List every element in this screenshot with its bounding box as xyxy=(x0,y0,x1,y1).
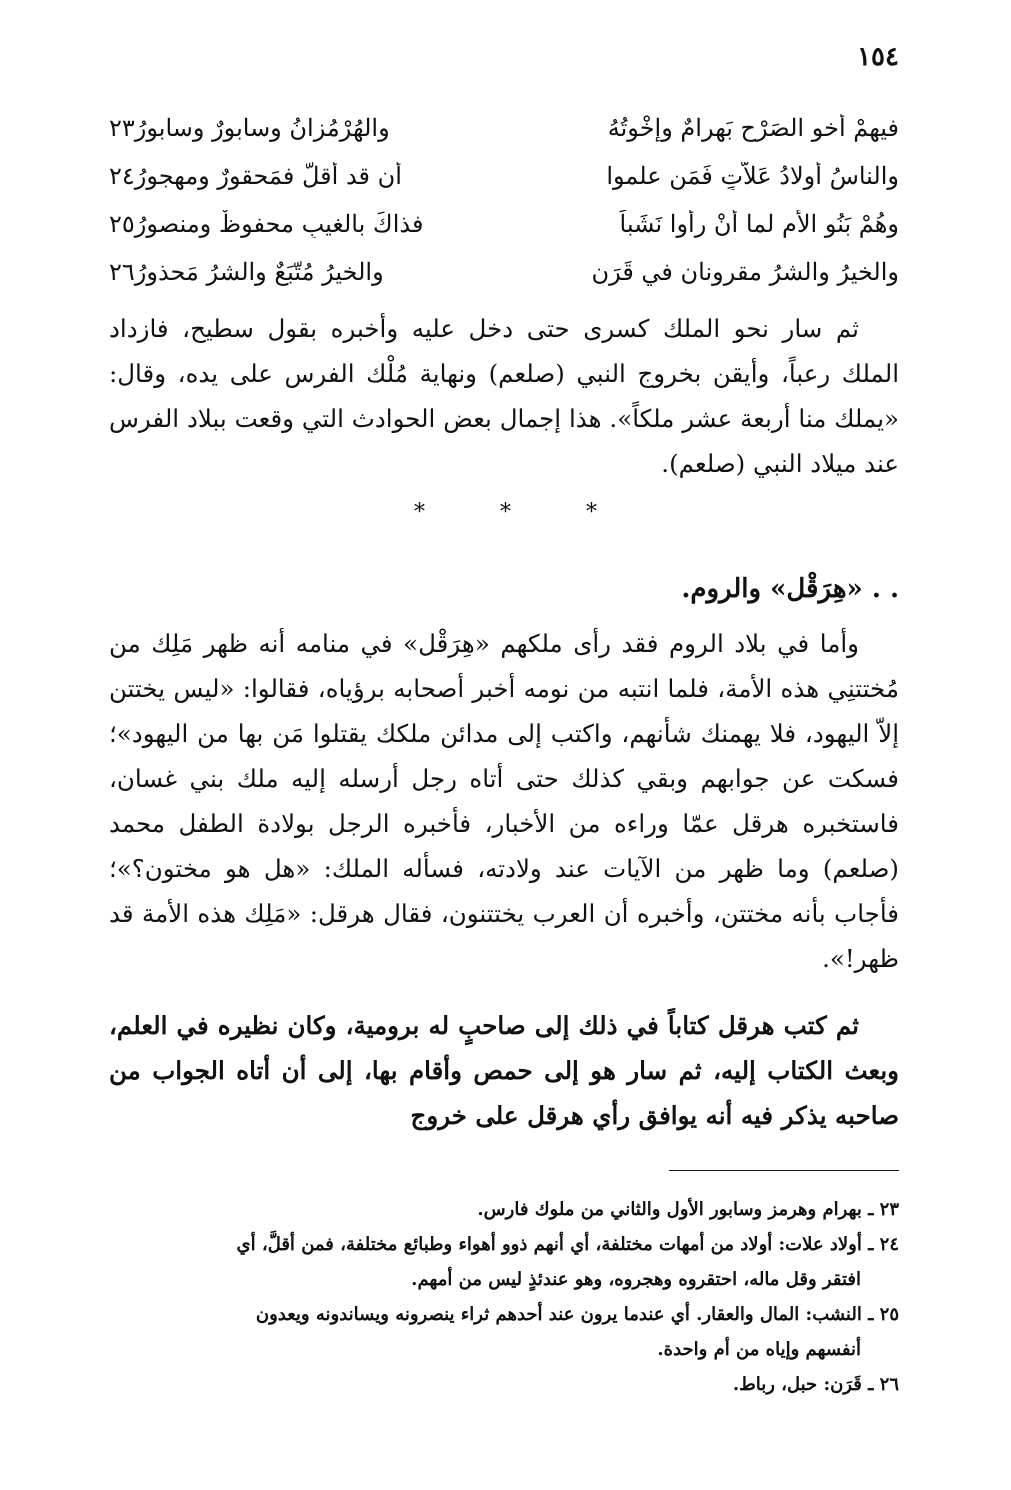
verse-second-hemistich: أن قد أقلَّ فمَحقورٌ ومهجورُ٢٤ xyxy=(109,162,402,190)
verse-second-hemistich: والخيرُ مُتّبَعٌ والشرُ مَحذورُ٢٦ xyxy=(109,258,384,286)
paragraph-block-3 xyxy=(109,1003,899,1138)
paragraph: ثم سار نحو الملك كسرى حتى دخل عليه وأخبره بقول سطيح، فازداد الملك رعباً، وأيقن بخروج النبي (صلعم) ونهاية مُلْك الفرس على يده، وقال: «يملك منا أربعة عشر ملكاً». هذا إجمال بعض الحوادث التي وقعت ببلاد الفرس عند ميلاد النبي (صلعم). xyxy=(109,314,899,478)
paragraph-block-2 xyxy=(109,621,899,981)
paragraph: ثم كتب هرقل كتاباً في ذلك إلى صاحبٍ له برومية، وكان نظيره في العلم، وبعث الكتاب إليه، ثم سار هو إلى حمص وأقام بها، إلى أن أتاه الجواب من صاحبه يذكر فيه أنه يوافق رأي هرقل على خروج xyxy=(109,1011,899,1130)
footnote-continuation: افتقر وقل ماله، احتقروه وهجروه، وهو عندئذٍ ليس من أمهم. xyxy=(411,1269,861,1290)
page-number: ١٥٤ xyxy=(857,42,899,72)
section-separator: * * * xyxy=(414,500,631,525)
footnote: ٢٦ ـ قَرَن: حبل، رباط. xyxy=(732,1374,899,1395)
poem-verse xyxy=(109,104,899,152)
footnote: ٢٣ ـ بهرام وهرمز وسابور الأول والثاني من ملوك فارس. xyxy=(477,1199,899,1220)
verse-first-hemistich: والخيرُ والشرُ مقرونانِ في قَرَنٍ xyxy=(591,258,899,286)
poem-verse xyxy=(109,200,899,248)
footnote: ٢٥ ـ النشب: المال والعقار. أي عندما يرون عند أحدهم ثراء ينصرونه ويساندونه ويعدون xyxy=(255,1304,899,1325)
section-heading: . . «هِرَقْل» والروم. xyxy=(681,574,899,604)
paragraph: وأما في بلاد الروم فقد رأى ملكهم «هِرَقْل» في منامه أنه ظهر مَلِك من مُختتنِي هذه الأمة، فلما انتبه من نومه أخبر أصحابه برؤياه، فقالوا: «ليس يختتن إلاّ اليهود، فلا يهمنك شأنهم، واكتب إلى مدائن ملكك يقتلوا مَن بها من اليهود»؛ فسكت عن جوابهم وبقي كذلك حتى أتاه رجل أرسله إليه ملك بني غسان، فاستخبره هرقل عمّا وراءه من الأخبار، فأخبره الرجل بولادة الطفل محمد (صلعم) وما ظهر من الآيات عند ولادته، فسأله الملك: «هل هو مختون؟»؛ فأجاب بأنه مختتن، وأخبره أن العرب يختتنون، فقال هرقل: «مَلِك هذه الأمة قد ظهر!». xyxy=(109,629,899,973)
verse-second-hemistich: فذاكَ بالغيبِ محفوظٌ ومنصورُ٢٥ xyxy=(109,210,424,238)
poem-verse xyxy=(109,248,899,296)
verse-second-hemistich: والهُرْمُزانُ وسابورٌ وسابورُ٢٣ xyxy=(109,114,390,142)
poem xyxy=(109,104,899,296)
poem-verse xyxy=(109,152,899,200)
footnote-continuation: أنفسهم وإياه من أم واحدة. xyxy=(657,1339,861,1360)
footnote: ٢٤ ـ أولاد علات: أولاد من أمهات مختلفة، أي أنهم ذوو أهواء وطبائع مختلفة، فمن أقلَّ، أي xyxy=(236,1234,899,1255)
verse-first-hemistich: فيهمْ أخو الصَرْحِ بَهرامٌ وإخْوتُهُ xyxy=(607,114,899,142)
footnote-divider xyxy=(669,1170,899,1171)
paragraph-block-1 xyxy=(109,306,899,486)
verse-first-hemistich: وهُمْ بَنُو الأم لما أنْ رأَوا نَشَباً xyxy=(619,210,899,238)
verse-first-hemistich: والناسُ أولادُ عَلاّتٍ فَمَن علموا xyxy=(606,162,899,190)
footnotes xyxy=(109,1192,899,1402)
